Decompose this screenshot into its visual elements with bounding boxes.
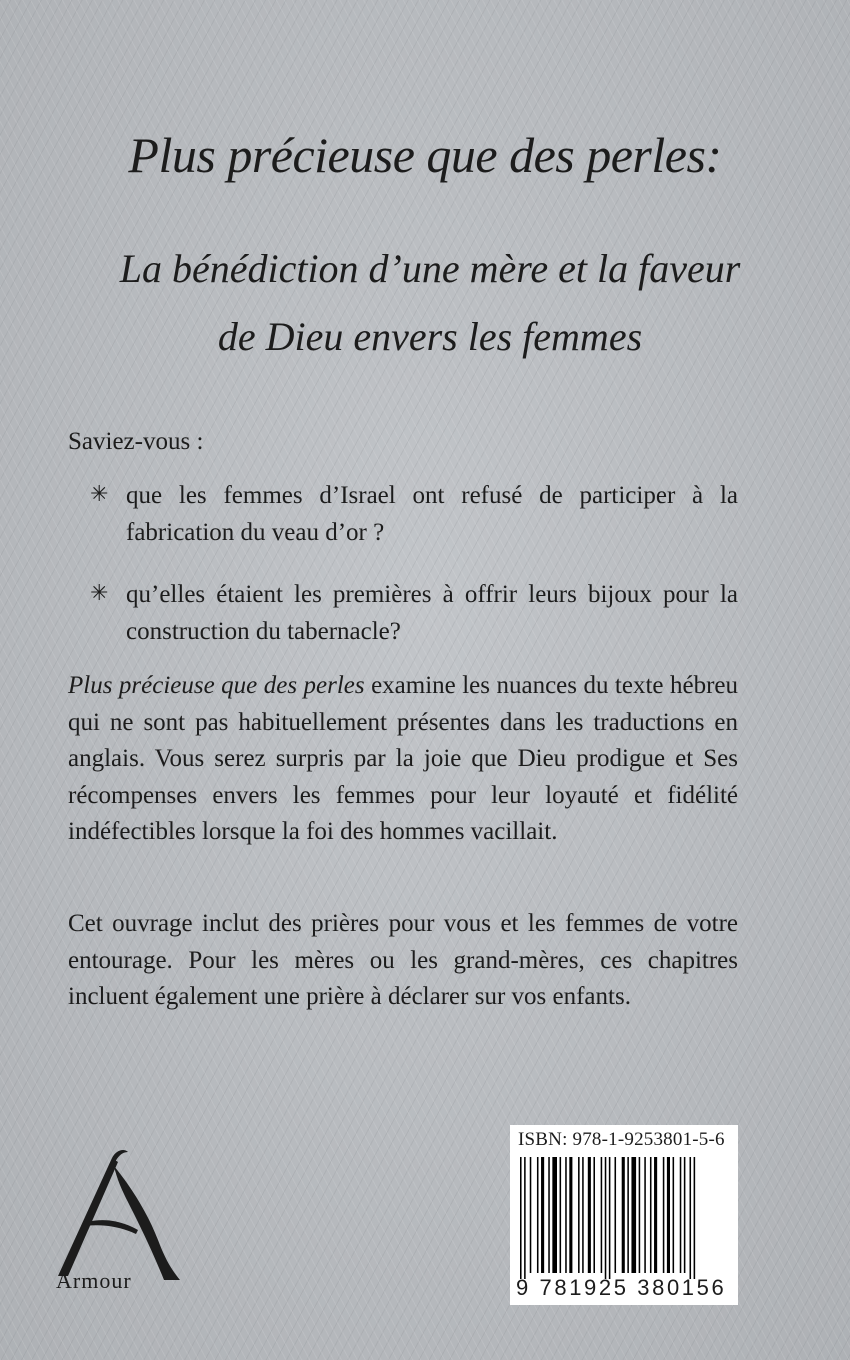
barcode-bar: [684, 1157, 686, 1273]
barcode-bar: [680, 1157, 682, 1273]
barcode-bar: [524, 1157, 526, 1279]
barcode-digits: 9 781925 380156: [516, 1275, 727, 1300]
barcode-icon: [518, 1157, 730, 1279]
barcode-bar: [690, 1157, 692, 1279]
barcode-bar: [537, 1157, 539, 1273]
list-item: [90, 577, 738, 650]
asterisk-icon: ✳: [90, 580, 109, 605]
barcode-bar: [639, 1157, 641, 1273]
publisher-name: Armour: [56, 1268, 132, 1293]
fact-list: [90, 478, 738, 676]
barcode-bar: [622, 1157, 625, 1273]
barcode-bar: [520, 1157, 522, 1279]
barcode-bar: [569, 1157, 572, 1273]
barcode-bar: [650, 1157, 652, 1273]
list-item: [90, 478, 738, 551]
description-text: examine les nuances du texte hébreu qui ne sont pas habituellement présentes dans les traductions en anglais. Vous serez surpris par la joie que Dieu prodigue et Ses récompenses envers les femmes pour leur loyauté et fidélité indéfectibles lorsque la foi des hommes vacillait.: [68, 672, 738, 845]
barcode-bar: [565, 1157, 567, 1273]
barcode-bar: [552, 1157, 557, 1273]
description-paragraph: [68, 668, 738, 851]
barcode-bar: [667, 1157, 670, 1273]
logo-right-stroke: [114, 1166, 180, 1280]
fact-text: que les femmes d’Israel ont refusé de participer à la fabrication du veau d’or ?: [126, 482, 738, 546]
logo-flourish: [112, 1150, 128, 1164]
barcode-bar: [644, 1157, 646, 1273]
prayer-paragraph: Cet ouvrage inclut des prières pour vous et les femmes de votre entourage. Pour les mères ou les grand-mères, ces chapitres incluent également une prière à déclarer sur vos enfants.: [68, 910, 738, 1010]
logo-left-stroke: [58, 1158, 118, 1276]
barcode-bar: [593, 1157, 595, 1273]
barcode-bar: [578, 1157, 580, 1273]
barcode-bar: [560, 1157, 562, 1273]
barcode-bar: [609, 1157, 611, 1279]
barcode-bar: [694, 1157, 696, 1279]
logo-crossbar: [86, 1220, 138, 1234]
book-subtitle: [60, 235, 800, 371]
subtitle-line-2: de Dieu envers les femmes: [217, 314, 643, 359]
barcode-bar: [654, 1157, 657, 1273]
barcode-bar: [663, 1157, 665, 1273]
barcode-bar: [615, 1157, 617, 1273]
barcode-bar: [673, 1157, 675, 1273]
barcode-bar: [631, 1157, 636, 1273]
fact-text: qu’elles étaient les premières à offrir leurs bijoux pour la construction du tabernacle?: [126, 581, 738, 645]
barcode-panel: [510, 1125, 738, 1305]
barcode-bar: [582, 1157, 584, 1273]
isbn-label: ISBN: 978-1-9253801-5-6: [518, 1129, 725, 1150]
intro-question: Saviez-vous :: [68, 428, 204, 455]
barcode-bar: [588, 1157, 591, 1273]
asterisk-icon: ✳: [90, 481, 109, 506]
barcode-bar: [627, 1157, 629, 1273]
book-title: Plus précieuse que des perles:: [128, 127, 722, 183]
barcode-bar: [605, 1157, 607, 1279]
barcode-bar: [541, 1157, 544, 1273]
barcode-bar: [548, 1157, 550, 1273]
subtitle-line-1: La bénédiction d’une mère et la faveur: [119, 246, 741, 291]
barcode-bar: [530, 1157, 532, 1273]
barcode-bar: [601, 1157, 603, 1273]
book-title-inline: Plus précieuse que des perles: [68, 672, 365, 699]
